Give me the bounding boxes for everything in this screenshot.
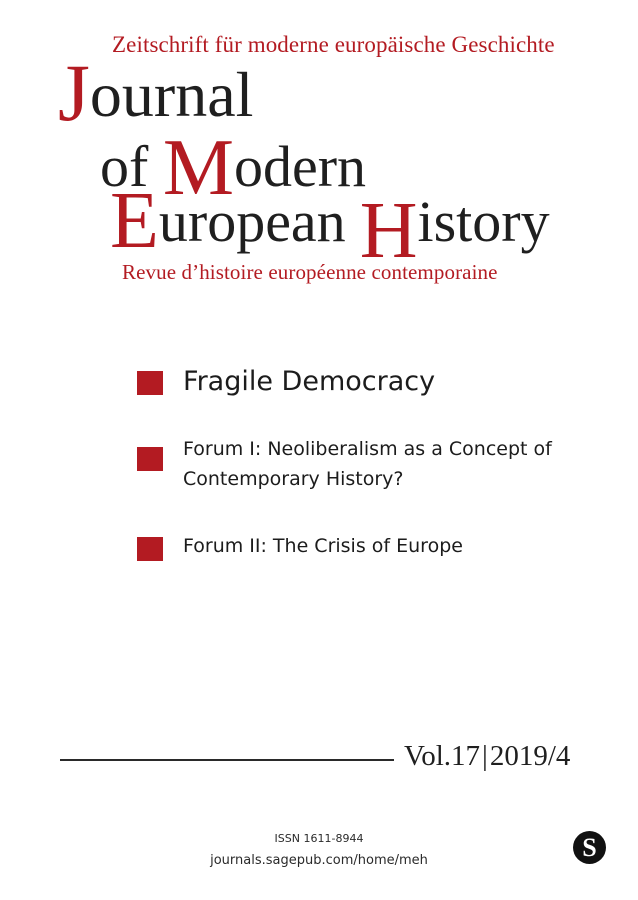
title-initial-j: J [58,47,90,138]
french-subtitle: Revue d’histoire européenne contemporaine [122,260,498,284]
issue-number: 2019/4 [489,740,571,772]
topic-label: Fragile Democracy [183,366,436,397]
red-square-bullet-icon [137,447,163,471]
title-word-istory: istory [417,189,550,254]
red-square-bullet-icon [137,371,163,395]
title-line-journal [58,47,254,138]
volume-divider: | [482,740,488,772]
topic-label: Forum II: The Crisis of Europe [183,535,463,557]
issn-number: ISSN 1611-8944 [274,832,364,845]
german-subtitle: Zeitschrift für moderne europäische Geschichte [112,32,555,57]
volume-number: Vol.17 [404,740,481,772]
title-word-uropean: uropean [158,189,346,254]
title-word-odern: odern [233,134,367,199]
horizontal-rule [60,759,394,761]
volume-issue [404,740,570,773]
title-initial-e: E [110,177,159,265]
title-word-of: of [100,134,149,199]
title-initial-h: H [359,187,418,275]
red-square-bullet-icon [137,537,163,561]
title-initial-m: M [162,124,234,212]
journal-website: journals.sagepub.com/home/meh [210,853,428,868]
svg-text:S: S [582,833,597,862]
sage-s-logo-icon [573,831,606,864]
title-word-ournal: ournal [89,59,254,130]
topic-label: Forum I: Neoliberalism as a Concept of Contemporary History? [183,438,552,490]
